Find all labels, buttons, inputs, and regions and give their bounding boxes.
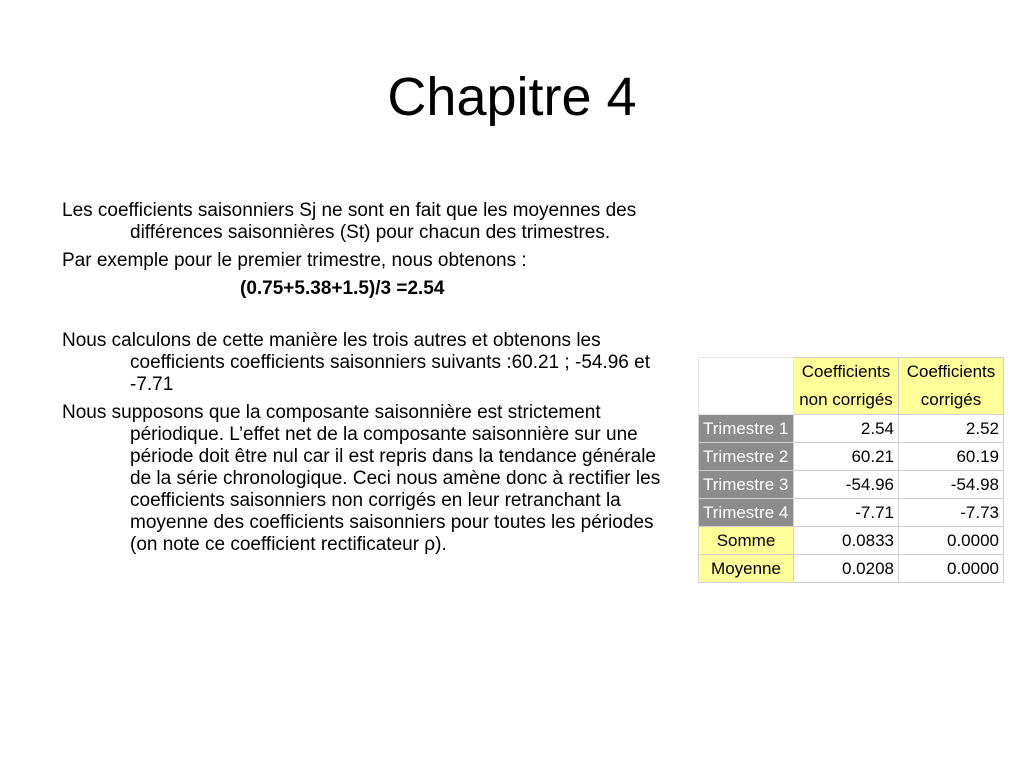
row-label-trimestre-2: Trimestre 2 (699, 443, 794, 471)
table-corner-cell (699, 358, 794, 415)
cell-corriges: -7.73 (899, 499, 1004, 527)
cell-non-corriges: 60.21 (794, 443, 899, 471)
cell-non-corriges: 0.0833 (794, 527, 899, 555)
cell-non-corriges: 0.0208 (794, 555, 899, 583)
header-non-corriges-line1: Coefficients (801, 362, 891, 381)
slide-title: Chapitre 4 (387, 67, 637, 127)
table-header-row (699, 358, 1004, 415)
formula: (0.75+5.38+1.5)/3 =2.54 (240, 278, 445, 299)
cell-corriges: 0.0000 (899, 527, 1004, 555)
table-row (699, 555, 1004, 583)
table-row (699, 527, 1004, 555)
cell-non-corriges: 2.54 (794, 415, 899, 443)
paragraph-definition: Les coefficients saisonniers Sj ne sont en fait que les moyennes des différences saisonnières (St) pour chacun des trimestres. (62, 200, 637, 243)
row-label-moyenne: Moyenne (699, 555, 794, 583)
row-label-trimestre-4: Trimestre 4 (699, 499, 794, 527)
cell-corriges: 0.0000 (899, 555, 1004, 583)
row-label-trimestre-1: Trimestre 1 (699, 415, 794, 443)
coefficients-table (698, 357, 1004, 583)
header-corriges (899, 358, 1004, 415)
table-row (699, 415, 1004, 443)
cell-non-corriges: -7.71 (794, 499, 899, 527)
paragraph-example-intro: Par exemple pour le premier trimestre, nous obtenons : (62, 250, 527, 271)
table-row (699, 471, 1004, 499)
coefficients-table-wrapper (698, 357, 1004, 583)
cell-non-corriges: -54.96 (794, 471, 899, 499)
table-row (699, 443, 1004, 471)
paragraph-other-coefficients: Nous calculons de cette manière les trois autres et obtenons les coefficients coefficients saisonniers suivants :60.21 ; -54.96 et -7.71 (62, 330, 650, 395)
row-label-somme: Somme (699, 527, 794, 555)
header-corriges-line2: corrigés (920, 390, 982, 409)
cell-corriges: 60.19 (899, 443, 1004, 471)
header-corriges-line1: Coefficients (906, 362, 996, 381)
slide-body (62, 200, 662, 562)
row-label-trimestre-3: Trimestre 3 (699, 471, 794, 499)
cell-corriges: 2.52 (899, 415, 1004, 443)
header-non-corriges (794, 358, 899, 415)
paragraph-periodicity: Nous supposons que la composante saisonnière est strictement périodique. L’effet net de la composante saisonnière sur une période doit être nul car il est repris dans la tendance générale de la série chronologique. Ceci nous amène donc à rectifier les coefficients saisonniers non corrigés en leur retranchant la moyenne des coefficients saisonniers pour toutes les périodes (on note ce coefficient rectificateur ρ). (62, 402, 661, 555)
table-row (699, 499, 1004, 527)
header-non-corriges-line2: non corrigés (799, 390, 893, 409)
cell-corriges: -54.98 (899, 471, 1004, 499)
